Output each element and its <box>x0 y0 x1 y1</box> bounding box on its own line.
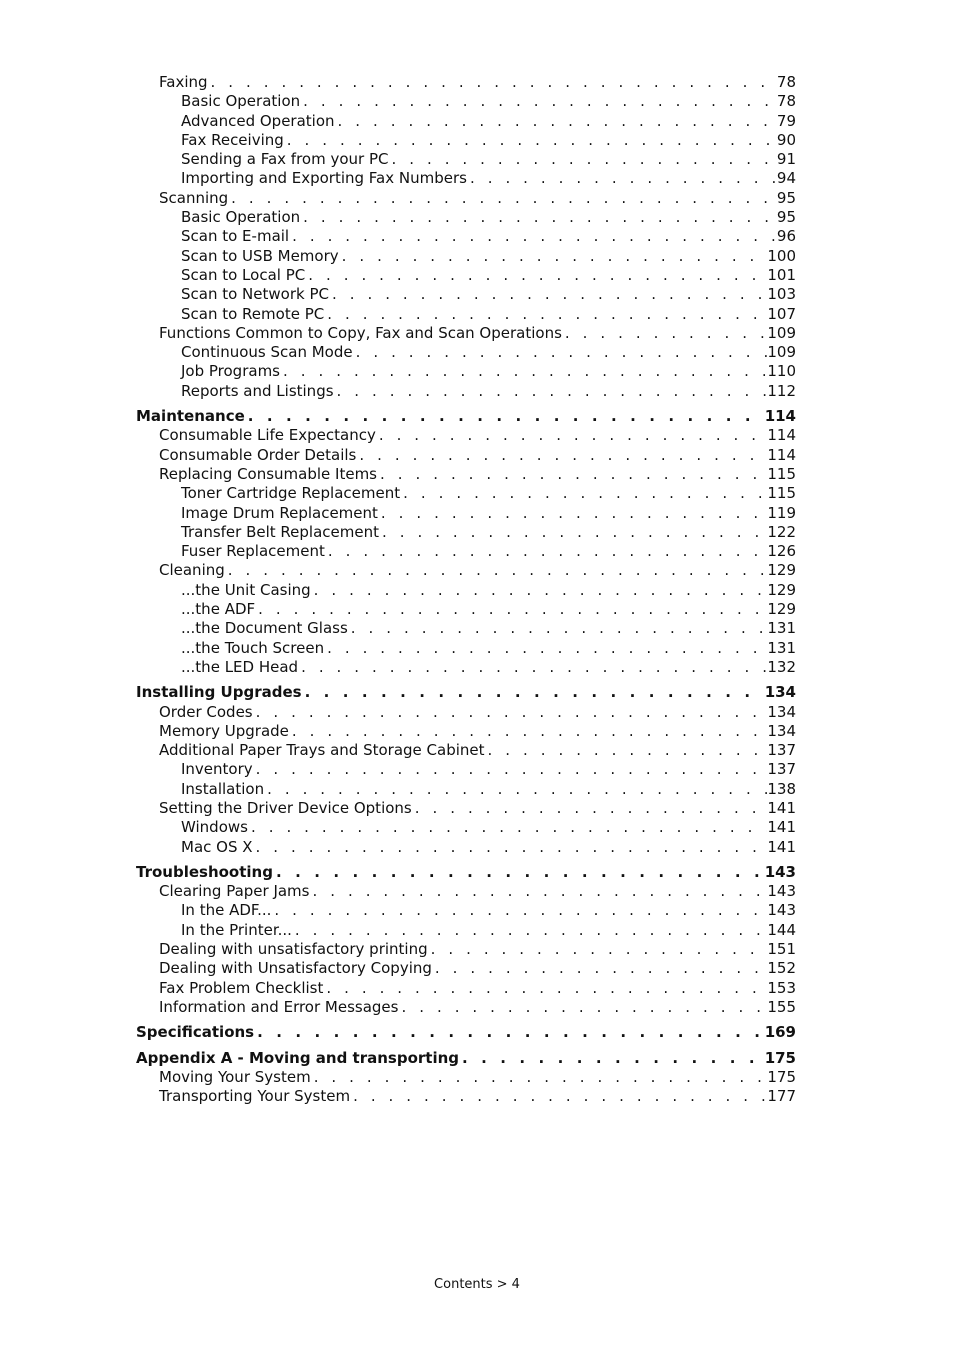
dot-leader <box>335 112 777 131</box>
toc-entry-page-number: 119 <box>767 503 796 522</box>
toc-entry-title: Mac OS X <box>181 837 253 856</box>
dot-leader <box>253 760 768 779</box>
toc-entry-page-number: 151 <box>767 940 796 959</box>
toc-entry[interactable] <box>136 581 796 600</box>
toc-entry[interactable] <box>136 504 796 523</box>
toc-entry-page-number: 134 <box>767 721 796 740</box>
toc-entry[interactable] <box>136 523 796 542</box>
toc-entry[interactable] <box>136 882 796 901</box>
toc-entry-page-number: 177 <box>767 1087 796 1106</box>
dot-leader <box>377 465 767 484</box>
dot-leader <box>298 658 767 677</box>
dot-leader <box>459 1049 765 1068</box>
toc-entry-title: ...the LED Head <box>181 657 299 676</box>
toc-entry-title: Memory Upgrade <box>159 721 289 740</box>
toc-entry-page-number: 141 <box>767 798 796 817</box>
dot-leader <box>311 1068 768 1087</box>
toc-entry[interactable] <box>136 639 796 658</box>
toc-entry-title: Consumable Life Expectancy <box>159 426 376 445</box>
toc-entry-page-number: 110 <box>767 362 796 381</box>
dot-leader <box>225 561 768 580</box>
toc-entry[interactable] <box>136 542 796 561</box>
toc-entry-page-number: 95 <box>776 208 796 227</box>
toc-entry-title: Reports and Listings <box>181 381 334 400</box>
dot-leader <box>400 484 767 503</box>
toc-entry-title: Image Drum Replacement <box>181 503 378 522</box>
toc-entry-title: Basic Operation <box>181 92 301 111</box>
toc-entry-title: In the Printer... <box>181 920 292 939</box>
dot-leader <box>324 639 767 658</box>
toc-entry-title: Advanced Operation <box>181 111 335 130</box>
toc-entry[interactable] <box>136 465 796 484</box>
toc-entry[interactable] <box>136 979 796 998</box>
toc-entry-title: Importing and Exporting Fax Numbers <box>181 169 467 188</box>
dot-leader <box>289 722 767 741</box>
dot-leader <box>348 619 768 638</box>
toc-entry-page-number: 144 <box>767 920 796 939</box>
toc-entry-page-number: 114 <box>767 426 796 445</box>
toc-entry[interactable] <box>136 818 796 837</box>
toc-entry[interactable] <box>136 324 796 343</box>
dot-leader <box>280 362 767 381</box>
toc-entry-title: Fax Receiving <box>181 130 284 149</box>
toc-entry[interactable] <box>136 131 796 150</box>
dot-leader <box>248 818 767 837</box>
dot-leader <box>325 542 768 561</box>
toc-entry-page-number: 96 <box>776 227 796 246</box>
dot-leader <box>376 426 768 445</box>
toc-entry-title: Maintenance <box>136 407 245 426</box>
toc-entry-title: Basic Operation <box>181 208 301 227</box>
dot-leader <box>305 266 767 285</box>
toc-entry-page-number: 91 <box>776 150 796 169</box>
toc-entry-title: Scan to Remote PC <box>181 304 325 323</box>
toc-entry-title: Transfer Belt Replacement <box>181 522 379 541</box>
toc-entry-title: ...the Unit Casing <box>181 580 311 599</box>
toc-entry[interactable] <box>136 208 796 227</box>
toc-entry-page-number: 79 <box>776 111 796 130</box>
toc-entry[interactable] <box>136 382 796 401</box>
toc-entry-page-number: 100 <box>767 246 796 265</box>
toc-entry-title: Inventory <box>181 760 253 779</box>
toc-entry-page-number: 175 <box>764 1048 796 1067</box>
dot-leader <box>271 901 767 920</box>
toc-entry-title: Scan to E-mail <box>181 227 290 246</box>
toc-entry[interactable] <box>136 600 796 619</box>
dot-leader <box>302 683 765 702</box>
dot-leader <box>428 940 768 959</box>
toc-entry-title: Order Codes <box>159 702 253 721</box>
toc-entry-title: Troubleshooting <box>136 862 273 881</box>
dot-leader <box>289 227 777 246</box>
dot-leader <box>329 285 767 304</box>
toc-entry-title: Installation <box>181 779 265 798</box>
dot-leader <box>300 208 777 227</box>
dot-leader <box>245 407 765 426</box>
toc-entry[interactable] <box>136 722 796 741</box>
toc-entry-title: Fuser Replacement <box>181 542 325 561</box>
toc-entry-title: Continuous Scan Mode <box>181 343 353 362</box>
toc-entry[interactable] <box>136 305 796 324</box>
toc-entry-page-number: 95 <box>776 188 796 207</box>
toc-entry-title: Functions Common to Copy, Fax and Scan Operations <box>159 323 562 342</box>
dot-leader <box>284 131 777 150</box>
toc-entry[interactable] <box>136 73 796 92</box>
toc-entry[interactable] <box>136 921 796 940</box>
toc-entry[interactable] <box>136 247 796 266</box>
toc-entry[interactable] <box>136 227 796 246</box>
toc-entry[interactable] <box>136 285 796 304</box>
dot-leader <box>323 979 767 998</box>
toc-entry-title: Cleaning <box>159 561 225 580</box>
dot-leader <box>378 504 767 523</box>
toc-entry-page-number: 115 <box>767 464 796 483</box>
toc-entry-page-number: 131 <box>767 619 796 638</box>
dot-leader <box>292 921 767 940</box>
toc-entry[interactable] <box>136 658 796 677</box>
toc-entry-title: Faxing <box>159 73 208 91</box>
toc-entry[interactable] <box>136 407 796 426</box>
toc-entry-page-number: 114 <box>764 407 796 426</box>
toc-entry[interactable] <box>136 703 796 722</box>
dot-leader <box>253 838 768 857</box>
toc-entry-page-number: 143 <box>764 862 796 881</box>
toc-entry[interactable] <box>136 959 796 978</box>
toc-entry[interactable] <box>136 92 796 111</box>
dot-leader <box>356 446 767 465</box>
dot-leader <box>334 382 768 401</box>
toc-entry[interactable] <box>136 741 796 760</box>
toc-entry-page-number: 153 <box>767 978 796 997</box>
toc-entry-page-number: 129 <box>767 561 796 580</box>
dot-leader <box>379 523 767 542</box>
dot-leader <box>412 799 768 818</box>
toc-entry[interactable] <box>136 863 796 882</box>
toc-entry-page-number: 132 <box>767 657 796 676</box>
toc-entry-page-number: 103 <box>767 285 796 304</box>
toc-entry-title: Transporting Your System <box>159 1087 351 1106</box>
toc-entry-page-number: 137 <box>767 741 796 760</box>
toc-entry-title: Installing Upgrades <box>136 683 302 702</box>
toc-entry-title: Specifications <box>136 1023 255 1042</box>
toc-entry-title: Job Programs <box>181 362 280 381</box>
dot-leader <box>309 882 767 901</box>
dot-leader <box>254 1023 765 1042</box>
page-footer: Contents > 4 <box>434 1277 520 1292</box>
toc-entry-page-number: 138 <box>767 779 796 798</box>
toc-entry[interactable] <box>136 760 796 779</box>
table-of-contents <box>136 73 796 1106</box>
toc-entry-page-number: 114 <box>767 445 796 464</box>
toc-entry-page-number: 107 <box>767 304 796 323</box>
toc-entry[interactable] <box>136 1049 796 1068</box>
toc-entry-title: Moving Your System <box>159 1067 311 1086</box>
toc-entry[interactable] <box>136 901 796 920</box>
toc-entry-page-number: 155 <box>767 997 796 1016</box>
toc-entry-title: ...the Document Glass <box>181 619 348 638</box>
toc-entry-page-number: 152 <box>767 959 796 978</box>
toc-entry[interactable] <box>136 799 796 818</box>
dot-leader <box>264 780 767 799</box>
toc-entry-title: Scan to USB Memory <box>181 246 339 265</box>
dot-leader <box>467 169 777 188</box>
toc-entry-page-number: 143 <box>767 882 796 901</box>
dot-leader <box>398 998 767 1017</box>
toc-entry-page-number: 101 <box>767 265 796 284</box>
toc-entry-page-number: 129 <box>767 580 796 599</box>
toc-entry-title: Additional Paper Trays and Storage Cabinet <box>159 741 485 760</box>
toc-entry-title: Replacing Consumable Items <box>159 464 377 483</box>
toc-entry[interactable] <box>136 446 796 465</box>
dot-leader <box>208 73 777 92</box>
toc-entry-page-number: 94 <box>776 169 796 188</box>
dot-leader <box>228 189 777 208</box>
toc-entry[interactable] <box>136 266 796 285</box>
toc-entry-title: Clearing Paper Jams <box>159 882 310 901</box>
toc-entry[interactable] <box>136 484 796 503</box>
toc-entry[interactable] <box>136 1087 796 1106</box>
toc-entry-page-number: 109 <box>767 323 796 342</box>
toc-entry[interactable] <box>136 940 796 959</box>
toc-entry[interactable] <box>136 561 796 580</box>
toc-entry-page-number: 126 <box>767 542 796 561</box>
toc-entry-page-number: 141 <box>767 818 796 837</box>
toc-entry[interactable] <box>136 1068 796 1087</box>
dot-leader <box>273 863 765 882</box>
toc-entry[interactable] <box>136 1023 796 1042</box>
dot-leader <box>353 343 768 362</box>
toc-entry-title: Scanning <box>159 188 229 207</box>
toc-entry-page-number: 115 <box>767 484 796 503</box>
toc-entry-page-number: 78 <box>776 92 796 111</box>
dot-leader <box>253 703 768 722</box>
toc-entry-page-number: 90 <box>776 130 796 149</box>
dot-leader <box>562 324 767 343</box>
toc-entry-page-number: 112 <box>767 381 796 400</box>
dot-leader <box>485 741 768 760</box>
toc-entry-title: ...the ADF <box>181 600 256 619</box>
toc-entry-title: Windows <box>181 818 248 837</box>
toc-entry-page-number: 175 <box>767 1067 796 1086</box>
toc-entry[interactable] <box>136 998 796 1017</box>
toc-entry-title: Dealing with unsatisfactory printing <box>159 940 428 959</box>
dot-leader <box>388 150 776 169</box>
toc-entry[interactable] <box>136 362 796 381</box>
toc-entry-page-number: 141 <box>767 837 796 856</box>
toc-entry[interactable] <box>136 838 796 857</box>
dot-leader <box>350 1087 767 1106</box>
toc-entry-page-number: 134 <box>764 683 796 702</box>
dot-leader <box>339 247 768 266</box>
toc-entry-title: Scan to Network PC <box>181 285 329 304</box>
toc-entry-title: ...the Touch Screen <box>181 638 325 657</box>
toc-entry-title: Information and Error Messages <box>159 997 399 1016</box>
toc-entry-title: Fax Problem Checklist <box>159 978 324 997</box>
toc-entry[interactable] <box>136 150 796 169</box>
toc-entry-page-number: 129 <box>767 600 796 619</box>
toc-entry[interactable] <box>136 683 796 702</box>
toc-entry-title: Sending a Fax from your PC <box>181 150 389 169</box>
toc-entry-title: Scan to Local PC <box>181 265 306 284</box>
toc-entry-title: Dealing with Unsatisfactory Copying <box>159 959 432 978</box>
toc-entry-title: Toner Cartridge Replacement <box>181 484 401 503</box>
dot-leader <box>324 305 767 324</box>
toc-entry-title: Appendix A - Moving and transporting <box>136 1048 460 1067</box>
toc-entry[interactable] <box>136 619 796 638</box>
dot-leader <box>255 600 767 619</box>
toc-entry-title: In the ADF... <box>181 901 272 920</box>
toc-entry[interactable] <box>136 780 796 799</box>
dot-leader <box>311 581 768 600</box>
toc-entry-page-number: 143 <box>767 901 796 920</box>
toc-entry[interactable] <box>136 112 796 131</box>
toc-entry-title: Consumable Order Details <box>159 445 357 464</box>
toc-entry[interactable] <box>136 189 796 208</box>
toc-entry-page-number: 109 <box>767 343 796 362</box>
dot-leader <box>300 92 777 111</box>
toc-entry[interactable] <box>136 343 796 362</box>
toc-entry[interactable] <box>136 426 796 445</box>
toc-entry-page-number: 169 <box>764 1023 796 1042</box>
toc-entry[interactable] <box>136 169 796 188</box>
toc-entry-title: Setting the Driver Device Options <box>159 798 412 817</box>
dot-leader <box>432 959 767 978</box>
toc-entry-page-number: 78 <box>776 73 796 91</box>
toc-entry-page-number: 134 <box>767 702 796 721</box>
toc-entry-page-number: 137 <box>767 760 796 779</box>
toc-entry-page-number: 131 <box>767 638 796 657</box>
toc-entry-page-number: 122 <box>767 522 796 541</box>
